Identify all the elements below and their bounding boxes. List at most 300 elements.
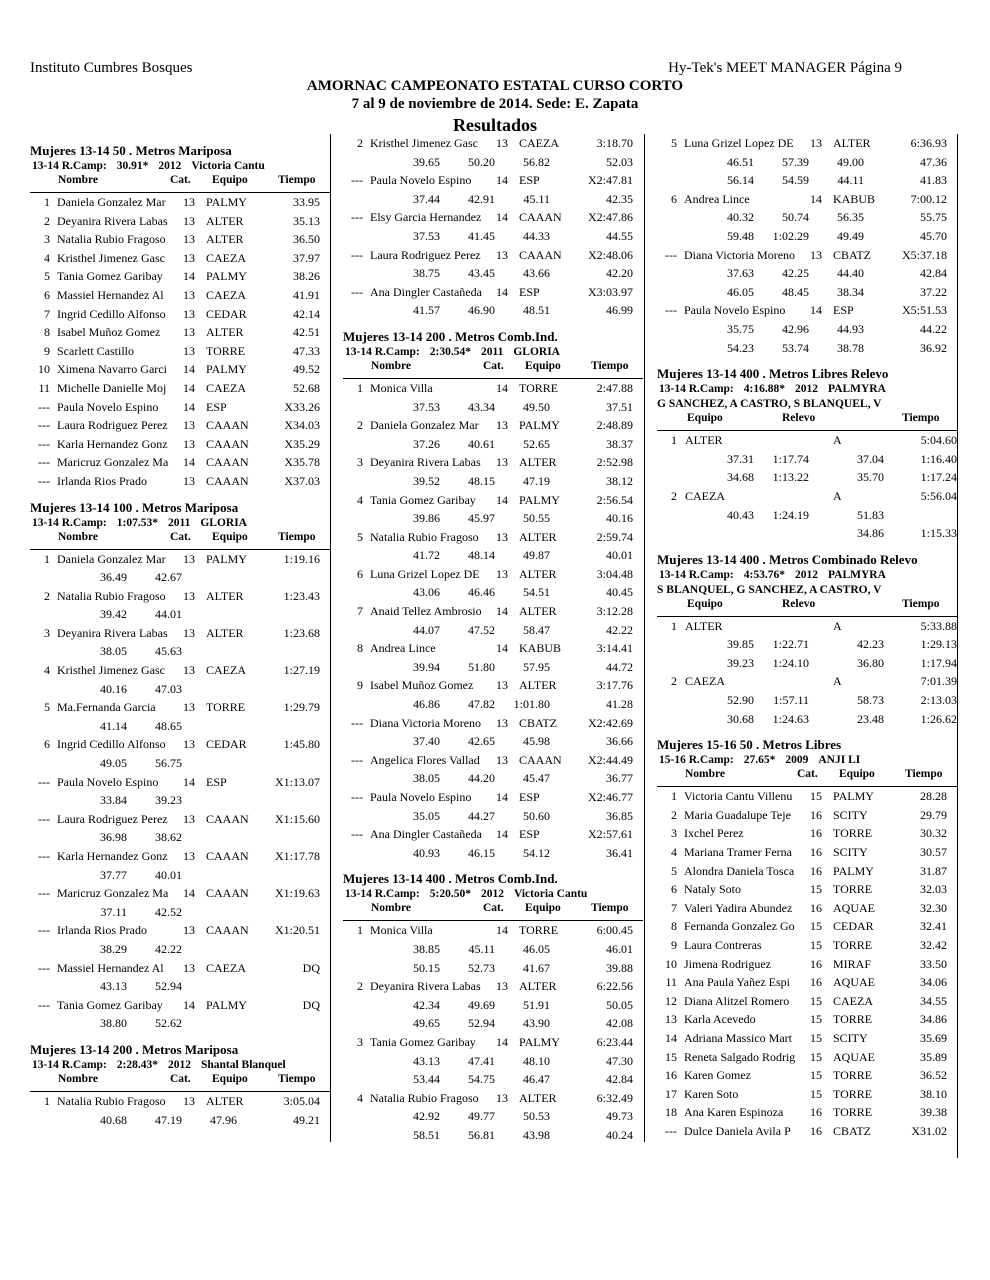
split-row bbox=[343, 583, 643, 602]
split-time: 42.84 bbox=[920, 266, 947, 281]
split-time: 40.32 bbox=[727, 210, 754, 225]
place: 1 bbox=[44, 551, 50, 566]
split-time: 53.74 bbox=[782, 340, 809, 355]
split-row bbox=[657, 635, 957, 654]
swimmer-team: CAEZA bbox=[206, 663, 246, 678]
split-time: 42.96 bbox=[782, 321, 809, 336]
swimmer-name: Karla Acevedo bbox=[684, 1012, 756, 1027]
split-time: 37.40 bbox=[413, 734, 440, 749]
split-time: 35.75 bbox=[727, 321, 754, 336]
swimmer-team: AQUAE bbox=[833, 900, 875, 915]
split-time: 42.91 bbox=[468, 191, 495, 206]
table-header bbox=[343, 902, 643, 921]
place: 12 bbox=[665, 993, 677, 1008]
place: 4 bbox=[671, 845, 677, 860]
swimmer-age: 13 bbox=[183, 588, 195, 603]
swimmer-age: 13 bbox=[496, 566, 508, 581]
split-time: 38.80 bbox=[100, 1016, 127, 1031]
result-row bbox=[657, 431, 957, 450]
event-section bbox=[657, 551, 957, 729]
results-column-3 bbox=[657, 134, 957, 1141]
split-time: 39.23 bbox=[727, 655, 754, 670]
place: --- bbox=[38, 455, 50, 470]
swimmer-age: 14 bbox=[496, 380, 508, 395]
split-time: 1:16.40 bbox=[920, 451, 957, 466]
place: 6 bbox=[671, 882, 677, 897]
swimmer-team: TORRE bbox=[519, 923, 559, 938]
split-row bbox=[343, 435, 643, 454]
swimmer-age: 14 bbox=[183, 269, 195, 284]
swimmer-name: Deyanira Rivera Labas bbox=[57, 213, 168, 228]
swimmer-team: ALTER bbox=[206, 213, 244, 228]
swimmer-name: Ma.Fernanda Garcia bbox=[57, 700, 156, 715]
swimmer-age: 13 bbox=[183, 306, 195, 321]
swimmer-name: Karla Hernandez Gonz bbox=[57, 436, 168, 451]
split-time: 50.20 bbox=[468, 154, 495, 169]
place: --- bbox=[38, 473, 50, 488]
split-time: 54.75 bbox=[468, 1072, 495, 1087]
swimmer-team: CAEZA bbox=[206, 960, 246, 975]
place: 2 bbox=[357, 979, 363, 994]
result-row bbox=[343, 921, 643, 940]
swimmer-name: Karen Soto bbox=[684, 1086, 739, 1101]
result-row bbox=[30, 587, 330, 606]
final-time: X1:17.78 bbox=[275, 849, 320, 863]
event-title: Mujeres 13-14 100 . Metros Mariposa bbox=[30, 499, 239, 515]
split-time: 45.47 bbox=[523, 771, 550, 786]
swimmer-name: Alondra Daniela Tosca bbox=[684, 863, 795, 878]
split-time: 1:17.24 bbox=[920, 470, 957, 485]
swimmer-team: AQUAE bbox=[833, 1049, 875, 1064]
swimmer-name: Luna Grizel Lopez DE bbox=[684, 136, 794, 150]
relay-team: ALTER bbox=[685, 618, 723, 633]
place: 18 bbox=[665, 1105, 677, 1120]
event-title: Mujeres 13-14 400 . Metros Comb.Ind. bbox=[343, 871, 558, 887]
split-time: 36.85 bbox=[606, 808, 633, 823]
split-time: 46.46 bbox=[468, 585, 495, 600]
column-divider bbox=[644, 134, 645, 1142]
split-time: 45.11 bbox=[468, 941, 495, 956]
swimmer-name: Daniela Gonzalez Mar bbox=[57, 195, 166, 209]
swimmer-age: 13 bbox=[183, 436, 195, 451]
split-time: 36.49 bbox=[100, 570, 127, 585]
split-row bbox=[657, 283, 957, 302]
place: --- bbox=[351, 790, 363, 804]
split-time: 48.14 bbox=[468, 548, 495, 563]
split-time: 1:26.62 bbox=[920, 711, 957, 726]
place: 15 bbox=[665, 1049, 677, 1064]
header-category: Cat. bbox=[483, 359, 504, 372]
result-row bbox=[30, 472, 330, 491]
place: 1 bbox=[671, 789, 677, 804]
split-time: 42.65 bbox=[468, 734, 495, 749]
swimmer-age: 13 bbox=[183, 625, 195, 640]
split-time: 43.13 bbox=[100, 979, 127, 994]
split-time: 47.36 bbox=[920, 154, 947, 169]
result-row bbox=[657, 487, 957, 506]
split-time: 40.45 bbox=[606, 585, 633, 600]
swimmer-team: PALMY bbox=[833, 863, 874, 878]
result-row bbox=[30, 1092, 330, 1111]
place: --- bbox=[38, 960, 50, 975]
result-row bbox=[657, 806, 957, 825]
final-time: 47.33 bbox=[293, 343, 320, 358]
split-time: 38.75 bbox=[413, 266, 440, 281]
place: --- bbox=[351, 284, 363, 299]
header-name: Nombre bbox=[371, 902, 412, 915]
record-year: 2012 bbox=[167, 1058, 191, 1071]
result-row bbox=[343, 491, 643, 510]
record-time: 30.91* bbox=[116, 160, 149, 172]
event-section bbox=[657, 365, 957, 543]
split-row bbox=[343, 940, 643, 959]
split-row bbox=[30, 903, 330, 922]
record-year: 2011 bbox=[167, 516, 191, 529]
split-time: 49.21 bbox=[293, 1112, 320, 1127]
swimmer-team: SCITY bbox=[833, 807, 868, 822]
swimmer-team: PALMY bbox=[519, 492, 560, 507]
swimmer-team: CAAAN bbox=[519, 752, 562, 767]
swimmer-team: CEDAR bbox=[206, 306, 247, 321]
split-time: 39.23 bbox=[155, 793, 182, 808]
final-time: X2:47.86 bbox=[588, 210, 633, 225]
split-row bbox=[343, 844, 643, 863]
result-row bbox=[657, 134, 957, 153]
swimmer-age: 13 bbox=[496, 752, 508, 767]
split-time: 41.72 bbox=[413, 548, 440, 563]
final-time: 30.57 bbox=[920, 845, 947, 860]
swimmer-name: Ingrid Cedillo Alfonso bbox=[57, 306, 166, 321]
final-time: X34.03 bbox=[284, 418, 320, 433]
result-row bbox=[30, 921, 330, 940]
split-time: 37.31 bbox=[727, 451, 754, 466]
split-time: 51.91 bbox=[523, 997, 550, 1012]
swimmer-team: ALTER bbox=[519, 566, 557, 581]
place: --- bbox=[351, 715, 363, 730]
split-time: 38.34 bbox=[837, 284, 864, 299]
split-time: 54.59 bbox=[782, 173, 809, 188]
split-time: 50.53 bbox=[523, 1109, 550, 1124]
split-time: 1:24.63 bbox=[772, 711, 809, 726]
record-holder: GLORIA bbox=[513, 345, 560, 358]
final-time: 42.14 bbox=[293, 306, 320, 321]
split-time: 56.81 bbox=[468, 1127, 495, 1142]
split-time: 42.52 bbox=[155, 904, 182, 919]
result-row bbox=[657, 1085, 957, 1104]
record-label: 13-14 R.Camp: bbox=[32, 160, 107, 172]
result-row bbox=[343, 639, 643, 658]
swimmer-name: Nataly Soto bbox=[684, 882, 741, 897]
result-row bbox=[343, 977, 643, 996]
split-time: 35.70 bbox=[857, 470, 884, 485]
swimmer-age: 13 bbox=[183, 923, 195, 938]
split-time: 58.47 bbox=[523, 622, 550, 637]
swimmer-age: 13 bbox=[496, 979, 508, 994]
meet-record bbox=[30, 1058, 330, 1073]
split-time: 43.13 bbox=[413, 1053, 440, 1068]
split-time: 46.01 bbox=[606, 941, 633, 956]
result-row bbox=[30, 398, 330, 417]
final-time: 36.52 bbox=[920, 1068, 947, 1083]
swimmer-age: 15 bbox=[810, 789, 822, 804]
swimmer-team: TORRE bbox=[833, 1105, 873, 1120]
final-time: X33.26 bbox=[284, 399, 320, 414]
split-row bbox=[343, 509, 643, 528]
split-time: 49.73 bbox=[606, 1109, 633, 1124]
split-time: 50.15 bbox=[413, 960, 440, 975]
swimmer-age: 14 bbox=[183, 997, 195, 1012]
result-row bbox=[30, 959, 330, 978]
split-time: 40.68 bbox=[100, 1112, 127, 1127]
swimmer-name: Diana Victoria Moreno bbox=[370, 715, 482, 730]
final-time: 28.28 bbox=[920, 789, 947, 804]
event-section bbox=[657, 134, 957, 357]
table-header bbox=[30, 174, 330, 193]
record-time: 1:07.53* bbox=[116, 516, 158, 529]
place: --- bbox=[351, 827, 363, 842]
split-row bbox=[343, 695, 643, 714]
split-time: 44.11 bbox=[837, 173, 864, 188]
place: 4 bbox=[44, 250, 50, 265]
split-time: 46.99 bbox=[606, 303, 633, 318]
record-time: 2:30.54* bbox=[429, 345, 471, 358]
swimmer-team: ALTER bbox=[519, 1090, 557, 1105]
place: 4 bbox=[357, 492, 363, 507]
swimmer-team: CAAAN bbox=[519, 210, 562, 225]
swimmer-name: Ana Paula Yañez Espi bbox=[684, 975, 790, 990]
split-time: 48.45 bbox=[782, 284, 809, 299]
place: 1 bbox=[44, 195, 50, 209]
record-label: 13-14 R.Camp: bbox=[32, 516, 107, 529]
swimmer-team: PALMY bbox=[206, 997, 247, 1012]
swimmer-team: ESP bbox=[833, 303, 854, 318]
record-holder: Shantal Blanquel bbox=[200, 1058, 286, 1071]
split-time: 48.15 bbox=[468, 473, 495, 488]
place: 2 bbox=[671, 674, 677, 689]
swimmer-age: 14 bbox=[496, 827, 508, 842]
place: 10 bbox=[38, 362, 50, 377]
split-time: 42.25 bbox=[782, 266, 809, 281]
result-row bbox=[30, 996, 330, 1015]
final-time: DQ bbox=[302, 960, 320, 975]
swimmer-name: Ximena Navarro Garci bbox=[57, 362, 167, 377]
swimmer-team: ESP bbox=[206, 399, 227, 414]
swimmer-name: Laura Rodriguez Perez bbox=[57, 418, 168, 433]
place: 7 bbox=[44, 306, 50, 321]
result-row bbox=[657, 1103, 957, 1122]
result-row bbox=[30, 550, 330, 569]
split-time: 1:02.29 bbox=[772, 228, 809, 243]
header-relay: Relevo bbox=[782, 597, 816, 610]
final-time: 33.95 bbox=[293, 195, 320, 209]
split-time: 43.06 bbox=[413, 585, 440, 600]
split-row bbox=[30, 828, 330, 847]
swimmer-team: CAAAN bbox=[519, 247, 562, 262]
split-time: 44.22 bbox=[920, 321, 947, 336]
swimmer-name: Kristhel Jimenez Gasc bbox=[57, 250, 165, 265]
result-row bbox=[30, 884, 330, 903]
result-row bbox=[343, 676, 643, 695]
split-time: 44.72 bbox=[606, 659, 633, 674]
swimmer-age: 14 bbox=[496, 1034, 508, 1049]
header-team: Equipo bbox=[687, 597, 723, 610]
relay-team: CAEZA bbox=[685, 674, 725, 689]
split-row bbox=[30, 940, 330, 959]
header-category: Cat. bbox=[483, 902, 504, 915]
swimmer-age: 13 bbox=[183, 325, 195, 340]
swimmer-age: 16 bbox=[810, 900, 822, 915]
split-time: 1:17.74 bbox=[772, 451, 809, 466]
swimmer-name: Mariana Tramer Ferna bbox=[684, 845, 792, 860]
split-row bbox=[30, 1014, 330, 1033]
swimmer-age: 15 bbox=[810, 1086, 822, 1101]
split-time: 42.22 bbox=[606, 622, 633, 637]
place: 2 bbox=[357, 136, 363, 150]
split-time: 52.73 bbox=[468, 960, 495, 975]
swimmer-age: 14 bbox=[496, 284, 508, 299]
result-row bbox=[30, 773, 330, 792]
header-time: Tiempo bbox=[278, 1072, 316, 1085]
split-time: 46.51 bbox=[727, 154, 754, 169]
final-time: 7:00.12 bbox=[910, 191, 947, 206]
result-row bbox=[657, 787, 957, 806]
header-time: Tiempo bbox=[902, 412, 940, 425]
swimmer-name: Deyanira Rivera Labas bbox=[370, 979, 481, 994]
split-row bbox=[343, 1052, 643, 1071]
split-row bbox=[30, 1111, 330, 1130]
swimmer-team: CAEZA bbox=[519, 136, 559, 150]
split-time: 1:24.10 bbox=[772, 655, 809, 670]
split-time: 45.63 bbox=[155, 644, 182, 659]
result-row bbox=[30, 360, 330, 379]
split-time: 37.51 bbox=[606, 399, 633, 414]
final-time: 35.13 bbox=[293, 213, 320, 228]
place: 3 bbox=[44, 625, 50, 640]
split-time: 40.16 bbox=[100, 681, 127, 696]
result-row bbox=[343, 416, 643, 435]
result-row bbox=[657, 936, 957, 955]
swimmer-age: 13 bbox=[810, 136, 822, 150]
split-time: 52.94 bbox=[468, 1016, 495, 1031]
meet-record bbox=[30, 516, 330, 531]
final-time: 36.50 bbox=[293, 232, 320, 247]
swimmer-name: Maricruz Gonzalez Ma bbox=[57, 455, 169, 470]
split-time: 35.05 bbox=[413, 808, 440, 823]
split-time: 38.78 bbox=[837, 340, 864, 355]
split-time: 59.48 bbox=[727, 228, 754, 243]
place: --- bbox=[38, 811, 50, 826]
meet-record bbox=[343, 345, 643, 360]
swimmer-name: Isabel Muñoz Gomez bbox=[57, 325, 161, 340]
split-time: 54.23 bbox=[727, 340, 754, 355]
split-time: 46.47 bbox=[523, 1072, 550, 1087]
column-divider bbox=[957, 134, 958, 1158]
swimmer-age: 14 bbox=[183, 774, 195, 789]
record-relay-swimmers: S BLANQUEL, G SANCHEZ, A CASTRO, V bbox=[657, 583, 882, 596]
final-time: 52.68 bbox=[293, 380, 320, 395]
swimmer-age: 15 bbox=[810, 938, 822, 952]
place: --- bbox=[38, 774, 50, 789]
swimmer-age: 16 bbox=[810, 807, 822, 822]
swimmer-age: 13 bbox=[183, 700, 195, 715]
final-time: 6:23.44 bbox=[596, 1034, 633, 1049]
swimmer-team: CAEZA bbox=[206, 380, 246, 395]
swimmer-name: Valeri Yadira Abundez bbox=[684, 900, 793, 915]
software-page-label: Hy-Tek's MEET MANAGER Página 9 bbox=[668, 60, 902, 76]
split-time: 36.41 bbox=[606, 845, 633, 860]
split-row bbox=[30, 977, 330, 996]
header-team: Equipo bbox=[525, 902, 561, 915]
record-label: 13-14 R.Camp: bbox=[659, 383, 734, 396]
place: 11 bbox=[38, 380, 50, 395]
event-title: Mujeres 13-14 400 . Metros Libres Relevo bbox=[657, 366, 889, 382]
final-time: 5:04.60 bbox=[920, 433, 957, 448]
swimmer-name: Dulce Daniela Avila P bbox=[684, 1123, 791, 1138]
swimmer-team: CAEZA bbox=[833, 993, 873, 1008]
record-label: 13-14 R.Camp: bbox=[659, 568, 734, 581]
split-time: 52.03 bbox=[606, 154, 633, 169]
split-time: 49.00 bbox=[837, 154, 864, 169]
swimmer-age: 14 bbox=[183, 399, 195, 414]
final-time: X1:15.60 bbox=[275, 811, 320, 826]
swimmer-name: Karla Hernandez Gonz bbox=[57, 849, 168, 863]
final-time: X31.02 bbox=[911, 1123, 947, 1138]
record-time: 2:28.43* bbox=[116, 1058, 158, 1071]
split-row bbox=[657, 227, 957, 246]
split-time: 37.53 bbox=[413, 399, 440, 414]
swimmer-age: 16 bbox=[810, 1105, 822, 1120]
final-time: 6:32.49 bbox=[596, 1090, 633, 1105]
split-time: 38.85 bbox=[413, 941, 440, 956]
split-row bbox=[657, 691, 957, 710]
swimmer-name: Ingrid Cedillo Alfonso bbox=[57, 737, 166, 752]
place: 14 bbox=[665, 1030, 677, 1045]
swimmer-team: PALMY bbox=[206, 362, 247, 377]
final-time: X35.78 bbox=[284, 455, 320, 470]
swimmer-name: Paula Novelo Espino bbox=[57, 399, 159, 414]
split-time: 49.65 bbox=[413, 1016, 440, 1031]
event-section bbox=[30, 1041, 330, 1129]
swimmer-name: Massiel Hernandez Al bbox=[57, 960, 164, 975]
header-team: Equipo bbox=[212, 1072, 248, 1085]
header-team: Equipo bbox=[212, 530, 248, 543]
result-row bbox=[657, 899, 957, 918]
relay-letter: A bbox=[833, 433, 842, 448]
split-time: 49.69 bbox=[468, 997, 495, 1012]
split-time: 45.11 bbox=[523, 191, 550, 206]
swimmer-name: Andrea Lince bbox=[684, 191, 750, 206]
final-time: 2:56.54 bbox=[596, 492, 633, 507]
split-time: 36.77 bbox=[606, 771, 633, 786]
final-time: 38.10 bbox=[920, 1086, 947, 1101]
place: 2 bbox=[44, 588, 50, 603]
split-time: 56.75 bbox=[155, 756, 182, 771]
swimmer-team: PALMY bbox=[206, 551, 247, 566]
swimmer-age: 16 bbox=[810, 975, 822, 990]
event-section bbox=[30, 499, 330, 1033]
result-row bbox=[30, 193, 330, 212]
swimmer-age: 13 bbox=[183, 849, 195, 863]
split-time: 45.97 bbox=[468, 511, 495, 526]
swimmer-name: Ana Karen Espinoza bbox=[684, 1105, 784, 1120]
swimmer-team: ALTER bbox=[519, 604, 557, 619]
split-row bbox=[343, 1070, 643, 1089]
event-section bbox=[343, 870, 643, 1144]
swimmer-team: ALTER bbox=[519, 678, 557, 693]
split-time: 56.35 bbox=[837, 210, 864, 225]
header-team: Equipo bbox=[687, 412, 723, 425]
result-row bbox=[343, 825, 643, 844]
